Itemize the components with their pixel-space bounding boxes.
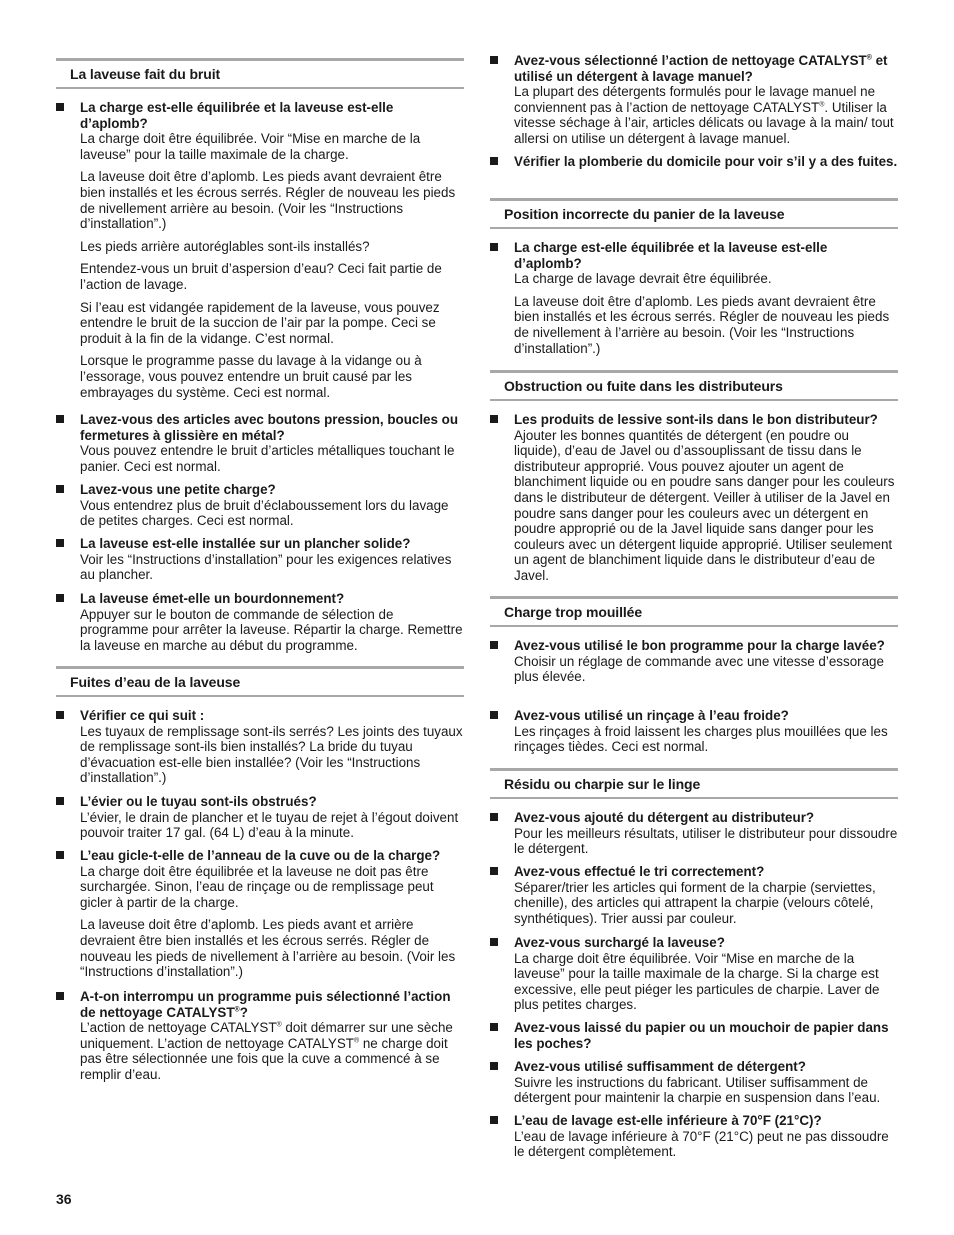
list-item [56, 100, 464, 400]
question: Avez-vous utilisé le bon programme pour la charge lavée? [514, 638, 885, 653]
question: Vérifier la plomberie du domicile pour voir s’il y a des fuites. [514, 154, 898, 169]
question: Avez-vous laissé du papier ou un mouchoir de papier dans les poches? [514, 1020, 889, 1051]
answer: La charge doit être équilibrée. Voir “Mise en marche de la laveuse” pour la taille maximale de la charge. Si la charge est excessive, elle peut piéger les particules de charpie. Laver de plus petites charges. [514, 950, 880, 1013]
answer: Ajouter les bonnes quantités de détergent (en poudre ou liquide), d’eau de Javel ou d’assouplissant de tissu dans le distributeur approprié. Vous pouvez ajouter un agent de blanchiment liquide ou en poudre sans danger pour les couleurs dans le distributeur de détergent. Veiller à utiliser de la Javel en poudre sans danger pour les couleurs avec un détergent en poudre approprié ou de la Javel liquide sans danger pour les couleurs avec un détergent liquide approprié. Utiliser seulement un agent de blanchiment liquide dans le distributeur d’eau de Javel. [514, 427, 895, 583]
section-title: Obstruction ou fuite dans les distributeurs [504, 378, 783, 394]
answer: Les rinçages à froid laissent les charges plus mouillées que les rinçages tièdes. Ceci est normal. [514, 723, 888, 755]
answer: Si l’eau est vidangée rapidement de la laveuse, vous pouvez entendre le bruit de la succion de l’air par la pompe. Ceci se produit à la fin de la vidange. C’est normal. [80, 299, 440, 346]
question-part: Avez-vous sélectionné l’action de nettoyage CATALYST [514, 53, 867, 68]
question: Lavez-vous des articles avec boutons pression, boucles ou fermetures à glissière en métal? [80, 412, 459, 443]
list-item [490, 412, 898, 584]
answer: L’eau de lavage inférieure à 70°F (21°C) peut ne pas dissoudre le détergent complètement. [514, 1128, 889, 1160]
question: La charge est-elle équilibrée et la laveuse est-elle d’aplomb? [514, 240, 828, 271]
bullet-icon [490, 415, 498, 423]
list-item [490, 864, 898, 926]
answer-part: L’action de nettoyage CATALYST [80, 1020, 277, 1036]
list-item [490, 1059, 898, 1106]
bullet-icon [490, 157, 498, 165]
bullet-icon [490, 56, 498, 64]
question: L’eau gicle-t-elle de l’anneau de la cuve ou de la charge? [80, 848, 441, 863]
answer-part: La plupart des détergents formulés pour le lavage manuel ne conviennent pas à l’action de nettoyage CATALYST [514, 84, 876, 115]
answer-part: doit démarrer sur une sèche uniquement. L’action de nettoyage CATALYST [80, 1020, 453, 1051]
answer: La laveuse doit être d’aplomb. Les pieds avant devraient être bien installés et les écrous serrés. Régler de nouveau les pieds de nivellement à l’arrière au besoin. (Voir les “Instructions d’installation”.) [514, 293, 890, 356]
question: Vérifier ce qui suit : [80, 708, 205, 723]
bullet-icon [490, 1116, 498, 1124]
question-part: et utilisé un détergent à lavage manuel? [514, 53, 888, 84]
list-item [490, 1113, 898, 1160]
bullet-icon [490, 867, 498, 875]
list-item [56, 989, 464, 1083]
registered-mark: ® [276, 1021, 282, 1029]
question: La laveuse émet-elle un bourdonnement? [80, 591, 345, 606]
question: Lavez-vous une petite charge? [80, 482, 276, 497]
answer: Séparer/trier les articles qui forment de la charpie (serviettes, chenille), des articles qui attrapent la charpie (velours côtelé, synthétiques). Trier aussi par couleur. [514, 879, 876, 926]
answer: Voir les “Instructions d’installation” pour les exigences relatives au plancher. [80, 551, 452, 583]
bullet-icon [490, 1023, 498, 1031]
question-part: A-t-on interrompu un programme puis sélectionné l’action de nettoyage CATALYST [80, 989, 451, 1020]
answer: Entendez-vous un bruit d’aspersion d’eau? Ceci fait partie de l’action de lavage. [80, 261, 442, 292]
bullet-icon [490, 641, 498, 649]
section-title: Position incorrecte du panier de la laveuse [504, 206, 785, 222]
section-title: Fuites d’eau de la laveuse [70, 674, 241, 690]
section-title: Charge trop mouillée [504, 604, 643, 620]
question: Avez-vous utilisé un rinçage à l’eau froide? [514, 708, 789, 723]
section-header-leaks [56, 666, 464, 697]
question: Avez-vous effectué le tri correctement? [514, 864, 765, 879]
bullet-icon [490, 243, 498, 251]
answer: Lorsque le programme passe du lavage à la vidange ou à l’essorage, vous pouvez entendre un bruit causé par les embrayages du système. Ceci est normal. [80, 353, 422, 400]
answer: Vous pouvez entendre le bruit d’articles métalliques touchant le panier. Ceci est normal. [80, 443, 455, 474]
bullet-icon [56, 797, 64, 805]
list-item [56, 412, 464, 474]
question: La laveuse est-elle installée sur un plancher solide? [80, 536, 411, 551]
section-header-noise [56, 58, 464, 89]
bullet-icon [56, 711, 64, 719]
answer: Appuyer sur le bouton de commande de sélection de programme pour arrêter la laveuse. Répartir la charge. Remettre la laveuse en marche au début du programme. [80, 606, 463, 653]
answer: Suivre les instructions du fabricant. Utiliser suffisamment de détergent pour maintenir la charpie en suspension dans l’eau. [514, 1074, 881, 1106]
list-item [56, 591, 464, 653]
bullet-icon [490, 1062, 498, 1070]
bullet-icon [56, 594, 64, 602]
bullet-icon [490, 813, 498, 821]
answer-part: ne charge doit pas être sélectionnée une fois que la cuve a commencé à se remplir d’eau. [80, 1035, 448, 1082]
bullet-icon [490, 711, 498, 719]
answer: La charge doit être équilibrée. Voir “Mise en marche de la laveuse” pour la taille maximale de la charge. [80, 131, 421, 162]
question: L’eau de lavage est-elle inférieure à 70°F (21°C)? [514, 1113, 822, 1128]
section-title: La laveuse fait du bruit [70, 66, 221, 82]
section-title: Résidu ou charpie sur le linge [504, 776, 701, 792]
section-header-dispensers [490, 370, 898, 401]
answer: La charge doit être équilibrée et la laveuse ne doit pas être surchargée. Sinon, l’eau de rinçage ou de remplissage peut gicler à partir de la charge. [80, 863, 434, 910]
bullet-icon [56, 103, 64, 111]
answer: Choisir un réglage de commande avec une vitesse d’essorage plus élevée. [514, 653, 884, 685]
question: Les produits de lessive sont-ils dans le bon distributeur? [514, 412, 878, 427]
registered-mark: ® [866, 54, 872, 62]
bullet-icon [56, 485, 64, 493]
list-item [490, 154, 898, 170]
answer [514, 84, 898, 146]
section-header-wet-load [490, 596, 898, 627]
question: Avez-vous utilisé suffisamment de détergent? [514, 1059, 806, 1074]
answer: La laveuse doit être d’aplomb. Les pieds avant et arrière devraient être bien installés et les écrous serrés. Régler de nouveau les pieds de nivellement à l’arrière au besoin. (Voir les “Instructions d’installation”.) [80, 917, 456, 980]
bullet-icon [56, 851, 64, 859]
answer [80, 1020, 464, 1082]
list-item [56, 708, 464, 786]
question: L’évier ou le tuyau sont-ils obstrués? [80, 794, 317, 809]
list-item [56, 794, 464, 841]
question: La charge est-elle équilibrée et la laveuse est-elle d’aplomb? [80, 100, 394, 131]
list-item [490, 53, 898, 147]
section-header-lint [490, 768, 898, 799]
answer: Les pieds arrière autoréglables sont-ils installés? [80, 238, 370, 254]
answer-part: . Utiliser la vitesse séchage à l’air, articles délicats ou lavage à la main/ tout allersi on utilise un détergent à lavage manuel. [514, 99, 894, 146]
question: Avez-vous ajouté du détergent au distributeur? [514, 810, 815, 825]
list-item [490, 708, 898, 755]
registered-mark: ® [353, 1037, 360, 1045]
question: Avez-vous surchargé la laveuse? [514, 935, 725, 950]
bullet-icon [56, 415, 64, 423]
answer: L’évier, le drain de plancher et le tuyau de rejet à l’égout doivent pouvoir traiter 17 gal. (64 L) d’eau à la minute. [80, 809, 459, 841]
question-part: ? [239, 1004, 248, 1020]
list-item [490, 935, 898, 1013]
answer: La laveuse doit être d’aplomb. Les pieds avant devraient être bien installés et les écrous serrés. Régler de nouveau les pieds de nivellement arrière au besoin. (Voir les “Instructions d’installation”.) [80, 169, 456, 232]
list-item [490, 1020, 898, 1051]
list-item [490, 240, 898, 356]
list-item [490, 638, 898, 685]
answer: Vous entendrez plus de bruit d’éclaboussement lors du lavage de petites charges. Ceci est normal. [80, 497, 449, 529]
bullet-icon [56, 992, 64, 1000]
question [80, 989, 464, 1020]
list-item [490, 810, 898, 857]
registered-mark: ® [234, 1006, 240, 1014]
list-item [56, 536, 464, 583]
list-item [56, 482, 464, 529]
bullet-icon [56, 539, 64, 547]
answer: Pour les meilleurs résultats, utiliser le distributeur pour dissoudre le détergent. [514, 825, 898, 857]
registered-mark: ® [819, 101, 825, 109]
answer: Les tuyaux de remplissage sont-ils serrés? Les joints des tuyaux de remplissage sont-ils bien installés? La bride du tuyau d’évacuation est-elle bien installée? (Voir les “Instructions d’installation”.) [80, 723, 463, 786]
list-item [56, 848, 464, 980]
page-number: 36 [56, 1191, 72, 1207]
section-header-basket [490, 198, 898, 229]
question [514, 53, 898, 84]
answer: La charge de lavage devrait être équilibrée. [514, 271, 772, 287]
bullet-icon [490, 938, 498, 946]
